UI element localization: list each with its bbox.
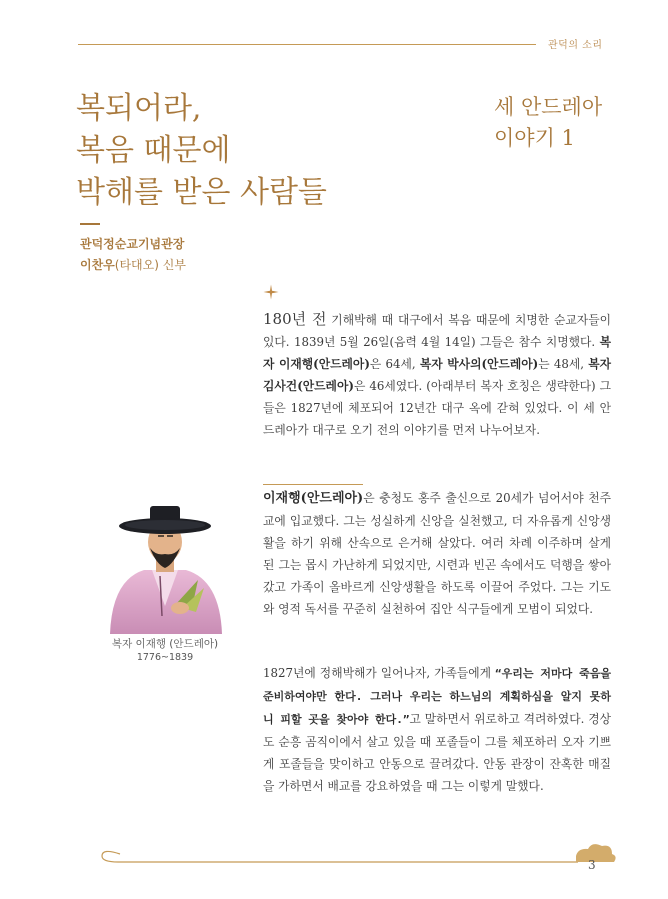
intro-lead: 180년 전 <box>263 310 327 328</box>
subtitle-line-2: 이야기 1 <box>494 126 575 150</box>
title-line-2: 복음 때문에 <box>76 133 231 168</box>
persecution-text-2: 고 말하면서 위로하고 격려하였다. 경상도 순흥 곰직이에서 살고 있을 때 포졸들이 그를 체포하러 오자 기쁘게 포졸들을 맞이하고 안동으로 끌려갔다. 안동 관장이 잔혹한 매질을 가하면서 배교를 강요하였을 때 그는 이렇게 말했다. <box>263 712 611 793</box>
cloud-wave-ornament-icon <box>78 840 618 880</box>
author-name: 이찬우 <box>80 258 115 272</box>
persecution-paragraph <box>263 662 611 797</box>
author-byline <box>80 256 186 273</box>
portrait-caption <box>84 637 246 665</box>
cross-ornament-icon <box>263 284 279 300</box>
author-baptismal-name: (타대오) <box>114 258 159 272</box>
article-title <box>76 88 376 214</box>
author-dash <box>80 223 100 225</box>
intro-text-4: 은 46세였다. (아래부터 복자 호칭은 생략한다) 그들은 1827년에 체포되어 12년간 대구 옥에 갇혀 있었다. 이 세 안드레아가 대구로 오기 전의 이야기를 먼저 나누어보자. <box>263 379 611 437</box>
title-line-1: 복되어라, <box>76 91 202 126</box>
header-rule <box>78 44 536 45</box>
title-line-3: 박해를 받은 사람들 <box>76 175 327 210</box>
page-number: 3 <box>588 858 596 872</box>
lee-jaehaeng-body: 은 충청도 홍주 출신으로 20세가 넘어서야 천주교에 입교했다. 그는 성실하게 신앙을 실천했고, 더 자유롭게 신앙생활을 하기 위해 산속으로 은거해 살았다. 여러 차례 이주하며 살게 된 그는 몹시 가난하게 되었지만, 시련과 빈곤 속에서도 덕행을 쌓아갔고 가족이 올바르게 신앙생활을 하도록 이끌어 주었다. 그는 기도와 영적 독서를 꾸준히 실천하여 집안 식구들에게 모범이 되었다. <box>263 491 611 616</box>
persecution-text-1: 1827년에 정해박해가 일어나자, 가족들에게 <box>263 666 496 680</box>
series-subtitle <box>494 92 634 154</box>
author-organization: 관덕정순교기념관장 <box>80 237 185 251</box>
subtitle-line-1: 세 안드레아 <box>494 95 603 119</box>
blessed-park-saui: 복자 박사의(안드레아) <box>419 357 539 371</box>
blessed-lee-jaehaeng: 복자 이재행(안드레아) <box>263 335 611 371</box>
portrait-name: 복자 이재행 (안드레아) <box>111 638 219 650</box>
paragraph-rule <box>263 484 363 485</box>
intro-paragraph <box>263 308 611 441</box>
intro-text-1: 기해박해 때 대구에서 복음 때문에 치명한 순교자들이 있다. 1839년 5월 26일(음력 4월 14일) 그들은 참수 치명했다. <box>263 313 611 349</box>
section-label: 관덕의 소리 <box>548 40 603 51</box>
intro-text-2: 은 64세, <box>369 357 420 371</box>
portrait-dates: 1776~1839 <box>136 652 194 663</box>
family-quote: “우리는 저마다 죽음을 준비하여야만 한다. 그러나 우리는 하느님의 계획하심을 알지 못하니 피할 곳을 찾아야 한다.” <box>263 667 611 726</box>
blessed-kim-sageon: 복자 김사건(안드레아) <box>263 357 612 393</box>
lee-jaehaeng-name: 이재행(안드레아) <box>263 491 364 506</box>
intro-text-3: 는 48세, <box>538 357 589 371</box>
portrait-illustration <box>100 484 230 634</box>
author-role: 신부 <box>158 258 186 272</box>
lee-jaehaeng-paragraph <box>263 487 611 620</box>
